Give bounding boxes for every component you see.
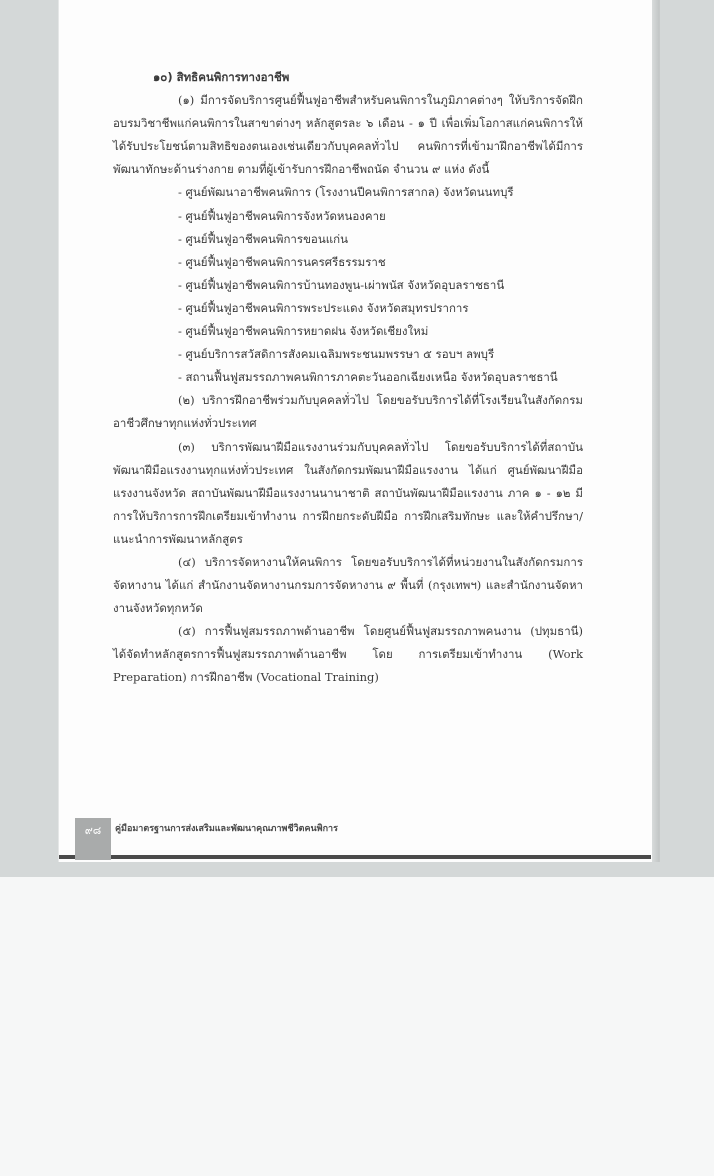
list-item: - ศูนย์ฟื้นฟูอาชีพคนพิการขอนแก่น <box>178 231 348 246</box>
page-content <box>113 66 583 690</box>
list-item: - ศูนย์ฟื้นฟูอาชีพคนพิการหยาดฝน จังหวัดเชียงใหม่ <box>178 324 429 339</box>
page-number: ๙๘ <box>75 818 111 860</box>
list-item: - ศูนย์บริการสวัสดิการสังคมเฉลิมพระชนมพรรษา ๕ รอบฯ ลพบุรี <box>178 347 495 362</box>
section-heading: ๑๐) สิทธิคนพิการทางอาชีพ <box>153 70 290 84</box>
list-item: - ศูนย์พัฒนาอาชีพคนพิการ (โรงงานปีคนพิการสากล) จังหวัดนนทบุรี <box>178 185 514 200</box>
list-item: - สถานฟื้นฟูสมรรถภาพคนพิการภาคตะวันออกเฉียงเหนือ จังหวัดอุบลราชธานี <box>178 370 558 385</box>
book-title: คู่มือมาตรฐานการส่งเสริมและพัฒนาคุณภาพชีวิตคนพิการ <box>115 824 338 834</box>
list-item: - ศูนย์ฟื้นฟูอาชีพคนพิการบ้านทองพูน-เผ่าพนัส จังหวัดอุบลราชธานี <box>178 277 505 292</box>
paragraph-5: (๕) การฟื้นฟูสมรรถภาพด้านอาชีพ โดยศูนย์ฟื้นฟูสมรรถภาพคนงาน (ปทุมธานี) ได้จัดทำหลักสูตรการฟื้นฟูสมรรถภาพด้านอาชีพ โดย การเตรียมเข้าทำงาน (Work Preparation) การฝึกอาชีพ (Vocational Training) <box>113 624 583 685</box>
list-item: - ศูนย์ฟื้นฟูอาชีพคนพิการพระประแดง จังหวัดสมุทรปราการ <box>178 300 469 315</box>
list-item: - ศูนย์ฟื้นฟูอาชีพคนพิการจังหวัดหนองคาย <box>178 208 386 223</box>
paragraph-2: (๒) บริการฝึกอาชีพร่วมกับบุคคลทั่วไป โดยขอรับบริการได้ที่โรงเรียนในสังกัดกรมอาชีวศึกษาทุกแห่งทั่วประเทศ <box>113 393 583 431</box>
page-edge-shadow <box>652 0 659 862</box>
page-bottom-rule <box>59 855 651 859</box>
paragraph-3: (๓) บริการพัฒนาฝีมือแรงงานร่วมกับบุคคลทั่วไป โดยขอรับบริการได้ที่สถาบันพัฒนาฝีมือแรงงานทุกแห่งทั่วประเทศ ในสังกัดกรมพัฒนาฝีมือแรงงาน ได้แก่ ศูนย์พัฒนาฝีมือแรงงานจังหวัด สถาบันพัฒนาฝีมือแรงงานนานาชาติ สถาบันพัฒนาฝีมือแรงงาน ภาค ๑ - ๑๒ มีการให้บริการการฝึกเตรียมเข้าทำงาน การฝึกยกระดับฝีมือ การฝึกเสริมทักษะ และให้คำปรึกษา/แนะนำการพัฒนาหลักสูตร <box>113 439 583 546</box>
center-list <box>113 181 583 389</box>
paragraph-4: (๔) บริการจัดหางานให้คนพิการ โดยขอรับบริการได้ที่หน่วยงานในสังกัดกรมการจัดหางาน ได้แก่ สำนักงานจัดหางานกรมการจัดหางาน ๙ พื้นที่ (กรุงเทพฯ) และสำนักงานจัดหางานจังหวัดทุกหวัด <box>113 554 583 616</box>
list-item: - ศูนย์ฟื้นฟูอาชีพคนพิการนครศรีธรรมราช <box>178 254 386 269</box>
paragraph-1: (๑) มีการจัดบริการศูนย์ฟื้นฟูอาชีพสำหรับคนพิการในภูมิภาคต่างๆ ให้บริการจัดฝึกอบรมวิชาชีพแก่คนพิการในสาขาต่างๆ หลักสูตรละ ๖ เดือน - ๑ ปี เพื่อเพิ่มโอกาสแก่คนพิการให้ได้รับประโยชน์ตามสิทธิของตนเองเช่นเดียวกับบุคคลทั่วไป คนพิการที่เข้ามาฝึกอาชีพได้มีการพัฒนาทักษะด้านร่างกาย ตามที่ผู้เข้ารับการฝึกอาชีพถนัด จำนวน ๙ แห่ง ดังนี้ <box>113 93 583 177</box>
